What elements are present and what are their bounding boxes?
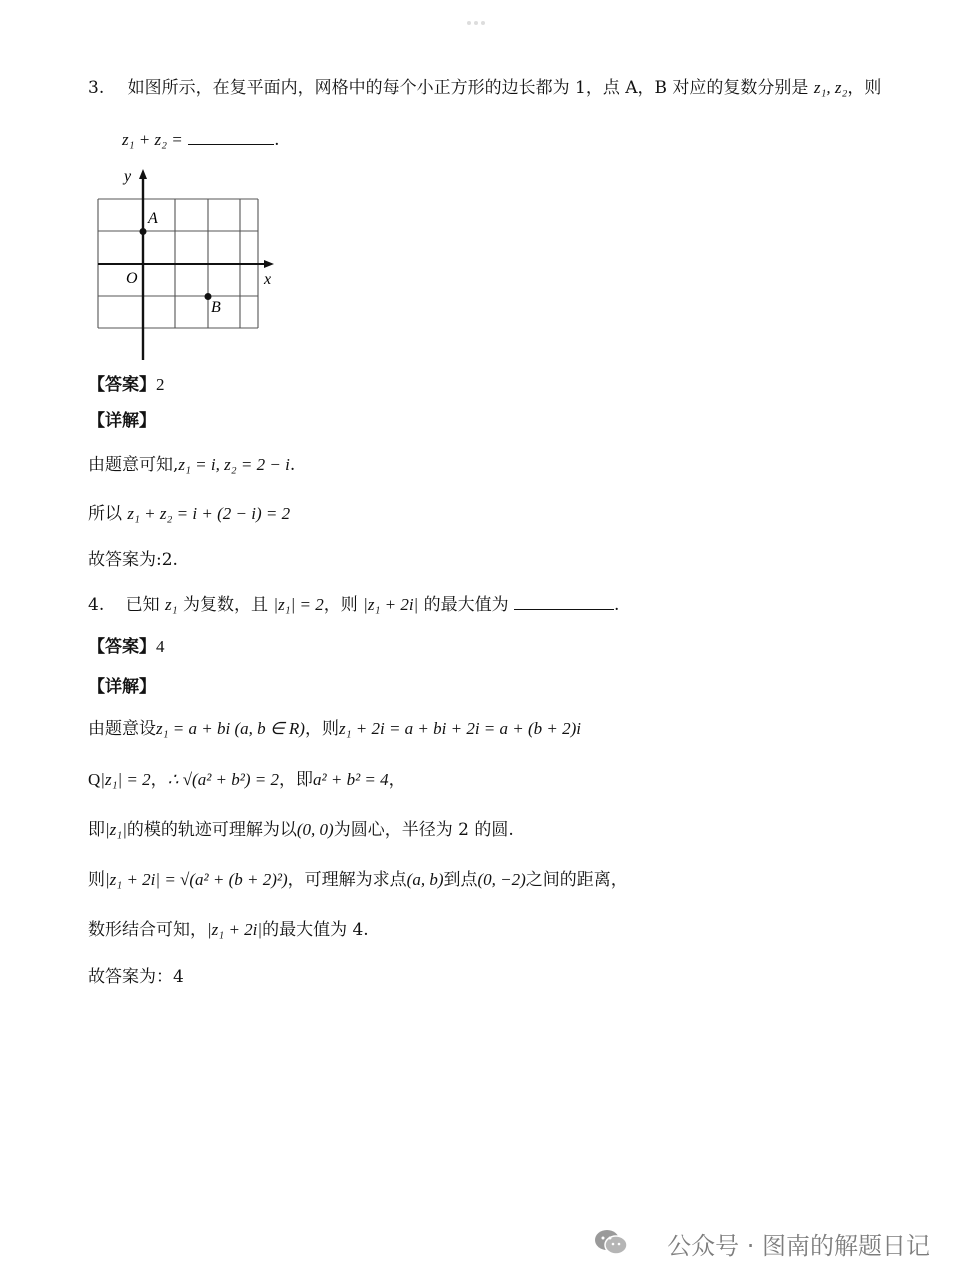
q4-d4-b: ，可理解为求点: [287, 870, 407, 890]
q4-stem-a: 已知: [125, 595, 160, 615]
q4-detail-line5: [88, 919, 369, 941]
q4-detail-label: 【详解】: [88, 677, 156, 697]
q4-stem-d: 的最大值为: [423, 595, 509, 615]
q3-detail-line2: [88, 503, 290, 525]
q4-d4-m3: (0, −2): [477, 870, 526, 889]
q3-line2-math: z₁ + z₂ = i + (2 − i) = 2: [127, 504, 291, 523]
q4-answer: [88, 636, 165, 658]
q4-number: 4.: [88, 595, 105, 615]
top-handle: [467, 10, 488, 29]
q4-stem-b: 为复数，且: [182, 595, 268, 615]
origin-label: O: [126, 270, 138, 287]
q4-d1-math2: z₁ + 2i = a + bi + 2i = a + (b + 2)i: [338, 719, 582, 738]
q4-z1: z₁: [165, 595, 178, 614]
q3-expr-end: .: [274, 130, 280, 150]
q4-detail-line4: [88, 869, 628, 891]
q4-d3-m2: (0, 0): [296, 820, 334, 839]
q4-detail-line1: [88, 718, 581, 740]
y-label: y: [124, 168, 132, 185]
q4-stem: [88, 593, 619, 616]
point-a-label: A: [148, 210, 158, 227]
q4-d3-a: 即: [88, 820, 105, 840]
q4-d2-m3: a² + b² = 4: [313, 770, 389, 789]
point-b-label: B: [211, 299, 221, 316]
q3-line1-math: z₁ = i, z₂ = 2 − i: [178, 455, 290, 474]
x-axis-arrow: [264, 260, 274, 268]
q3-answer-label: 【答案】: [88, 375, 156, 395]
q3-answer-value: 2: [156, 375, 165, 394]
q3-detail-line1: [88, 454, 295, 476]
y-axis-arrow: [139, 169, 147, 179]
q4-d3-c: 为圆心，半径为 2 的圆.: [333, 820, 514, 840]
q4-d2-m1: |z₁| = 2: [100, 770, 151, 789]
q4-d2-sep: ，: [150, 770, 168, 790]
q3-answer: [88, 374, 165, 396]
q3-blank: [188, 128, 274, 145]
q3-detail-line3: 故答案为:2.: [88, 550, 178, 570]
q4-d4-a: 则: [88, 870, 105, 890]
q3-stem-tail: ，则: [847, 78, 882, 98]
q3-number: 3.: [88, 78, 105, 98]
q3-stem: [88, 77, 881, 99]
q4-d1-math1: z₁ = a + bi (a, b ∈ R): [156, 719, 305, 738]
q4-d2-t: ，即: [279, 770, 313, 790]
q4-answer-label: 【答案】: [88, 637, 156, 657]
q4-d3-b: 的模的轨迹可理解为以: [126, 820, 297, 840]
q4-answer-value: 4: [156, 637, 165, 656]
q4-stem-end: .: [614, 595, 620, 615]
q3-line1-end: .: [289, 455, 296, 475]
q4-d2-m2: ∴ √(a² + b²) = 2: [167, 770, 279, 789]
q4-d3-m1: |z₁|: [105, 820, 127, 839]
q4-blank: [514, 593, 614, 610]
q4-d5-b: 的最大值为 4.: [262, 920, 369, 940]
q4-stem-c: ，则: [323, 595, 358, 615]
q4-detail-line6: 故答案为：4: [88, 967, 184, 987]
q4-target: |z₁ + 2i|: [363, 595, 419, 614]
q4-d4-m2: (a, b): [406, 870, 444, 889]
q4-d1-text: 由题意设: [88, 719, 156, 739]
q3-stem-vars: z₁, z₂: [813, 78, 848, 97]
q4-d5-a: 数形结合可知，: [88, 920, 207, 940]
q4-d4-c: 到点: [443, 870, 478, 890]
watermark: 公众号 · 图南的解题日记: [667, 1232, 930, 1260]
q3-stem-text: 如图所示，在复平面内，网格中的每个小正方形的边长都为 1，点 A，B 对应的复数分别是: [127, 78, 809, 98]
q3-line1-text: 由题意可知,: [88, 455, 179, 475]
q4-d5-m: |z₁ + 2i|: [207, 920, 263, 939]
q4-d1-text2: ，则: [304, 719, 339, 739]
point-a: [140, 228, 147, 235]
q3-detail-label: 【详解】: [88, 411, 156, 431]
q4-condition: |z₁| = 2: [273, 595, 324, 614]
q4-d4-m1: |z₁ + 2i| = √(a² + (b + 2)²): [105, 870, 288, 889]
point-b: [205, 293, 212, 300]
q3-line2-text: 所以: [88, 504, 122, 524]
q3-expr: z₁ + z₂ =: [122, 130, 183, 149]
wechat-icon: [594, 1228, 628, 1256]
q4-d2-end: ，: [388, 770, 406, 790]
q3-expression: [122, 128, 280, 151]
complex-plane-figure: [90, 164, 280, 360]
q4-detail-line3: [88, 819, 514, 841]
q4-d4-d: 之间的距离，: [525, 870, 628, 890]
x-label: x: [264, 271, 272, 288]
q4-d2-q: Q: [88, 770, 101, 789]
q4-detail-line2: [88, 769, 406, 791]
